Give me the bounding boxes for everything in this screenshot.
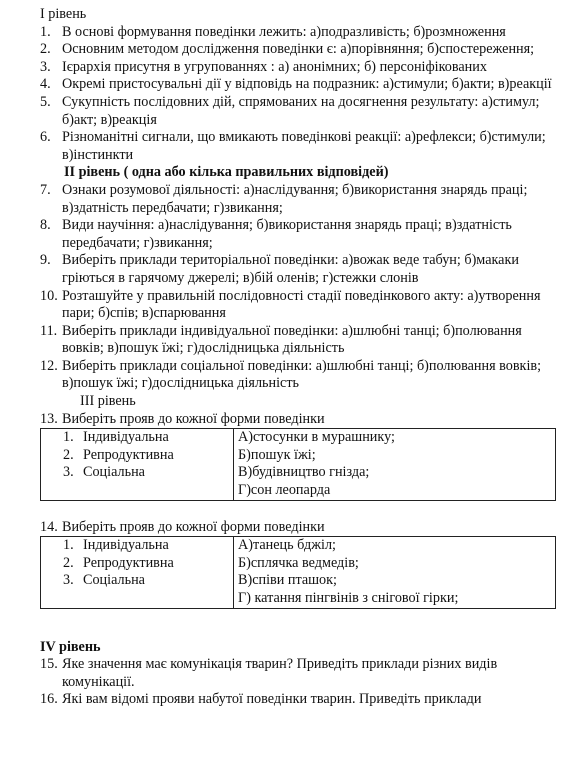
question-1: 1. В основі формування поведінки лежить: а)подразливість; б)розмноження [40, 23, 506, 40]
level1-heading: І рівень [40, 6, 87, 22]
question-4: 4. Окремі пристосувальні дії у відповідь на подразник: а)стимули; б)акти; в)реакції [40, 76, 552, 93]
question-5: 5. Сукупність послідовних дій, спрямованих на досягнення результату: а)стимул; б)акт; в)реакція [40, 93, 540, 128]
form-item: 3. Соціальна [63, 572, 145, 589]
level4-question-list [40, 656, 558, 709]
matching-table-14 [40, 536, 556, 608]
option-item: В)співи пташок; [238, 572, 337, 589]
matching-table-13 [40, 428, 556, 500]
option-item: А)стосунки в мурашнику; [238, 429, 395, 446]
question-8: 8. Види научіння: а)наслідування; б)використання знарядь праці; в)здатність передбачати; г)звикання; [40, 217, 512, 251]
level2-heading: ІІ рівень ( одна або кілька правильних відповідей) [64, 164, 389, 181]
question-16: 16. Які вам відомі прояви набутої поведінки тварин. Приведіть приклади [40, 691, 482, 708]
behavior-options-cell [234, 537, 556, 608]
spacer [40, 501, 558, 519]
question-10: 10. Розташуйте у правильній послідовності стадії поведінкового акту: а)утворення пари; б)спів; в)спарювання [40, 287, 541, 322]
level2-question-list [40, 182, 558, 393]
form-item: 1. Індивідуальна [63, 429, 169, 446]
form-item: 3. Соціальна [63, 464, 145, 481]
option-item: Г) катання пінгвінів з снігової гірки; [238, 590, 459, 606]
question-3: 3. Ієрархія присутня в угрупованнях : а) анонімних; б) персоніфікованих [40, 58, 487, 75]
behavior-options-cell [234, 429, 556, 500]
question-15: 15. Яке значення має комунікація тварин? Приведіть приклади різних видів комунікації. [40, 656, 498, 690]
behavior-forms-cell [41, 429, 234, 500]
option-item: Б)сплячка ведмедів; [238, 554, 359, 571]
question-2: 2. Основним методом дослідження поведінки є: а)порівняння; б)спостереження; [40, 41, 535, 58]
question-13: 13. Виберіть прояв до кожної форми поведінки [40, 410, 325, 427]
level3-heading: ІІІ рівень [80, 393, 136, 410]
option-item: А)танець бджіл; [238, 537, 336, 554]
option-item: В)будівництво гнізда; [238, 464, 370, 481]
question-9: 9. Виберіть приклади територіальної поведінки: а)вожак веде табун; б)макаки гріються в гарячому джерелі; в)бій оленів; г)стежки слонів [40, 252, 519, 286]
form-item: 2. Репродуктивна [63, 446, 174, 463]
form-item: 1. Індивідуальна [63, 537, 169, 554]
question-14: 14. Виберіть прояв до кожної форми поведінки [40, 518, 325, 535]
question-6: 6. Різноманітні сигнали, що вмикають поведінкові реакції: а)рефлекси; б)стимули; в)інстинкти [40, 129, 546, 163]
question-7: 7. Ознаки розумової діяльності: а)наслідування; б)використання знарядь праці; в)здатність передбачати; г)звикання; [40, 181, 528, 216]
question-12: 12. Виберіть приклади соціальної поведінки: а)шлюбні танці; б)полювання вовків; в)пошук їжі; г)дослідницька діяльність [40, 357, 542, 392]
option-item: Б)пошук їжі; [238, 446, 316, 463]
form-item: 2. Репродуктивна [63, 554, 174, 571]
level4-heading: IV рівень [40, 638, 101, 655]
level1-question-list [40, 24, 558, 165]
option-item: Г)сон леопарда [238, 482, 331, 499]
behavior-forms-cell [41, 537, 234, 608]
question-11: 11. Виберіть приклади індивідуальної поведінки: а)шлюбні танці; б)полювання вовків; в)пошук їжі; г)дослідницька діяльність [40, 322, 522, 357]
